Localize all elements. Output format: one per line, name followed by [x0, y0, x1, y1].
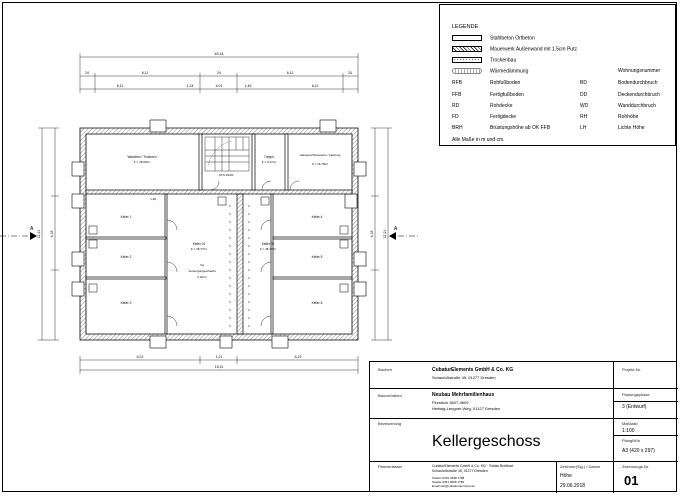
desc-label: Bezeichnung — [378, 421, 402, 426]
dim-top-4: 6,11 — [286, 71, 294, 75]
dim-corridor-width: 1,49 — [150, 197, 156, 201]
dim-bottom-1: 6,22 — [136, 355, 144, 359]
abbr-code: WD — [580, 103, 589, 109]
abbr-text: Brüstungshöhe ab OK FFB — [490, 125, 551, 131]
room-laundry-area: F = 25,65m² — [133, 160, 151, 164]
shaft-area: 0,15m² — [197, 275, 207, 279]
room-corridor-left: Keller 01 — [192, 242, 206, 246]
tb-rule — [613, 418, 678, 419]
legend-title: LEGENDE — [452, 24, 479, 30]
abbr-text: Wanddurchbruch — [618, 103, 656, 109]
scale-value: 1:100 — [622, 428, 635, 434]
abbr-code: RFB — [452, 80, 462, 86]
dim-top-1: 24 — [85, 71, 89, 75]
planner-contact-3: Email info@cubaturelements.de — [432, 484, 475, 488]
planner-label: Planverfasser — [378, 464, 403, 469]
title-block — [369, 361, 677, 492]
dim-overall-top: 15,11 — [214, 51, 224, 56]
units-note: Alle Maße in m und cm. — [452, 137, 505, 143]
masonry-swatch — [452, 46, 482, 52]
height-label: Höhe — [560, 473, 572, 479]
abbr-code: BD — [580, 80, 587, 86]
dim-bottom-2: 1,21 — [215, 355, 223, 359]
abbr-code: BRH — [452, 125, 463, 131]
dim-top2-4: 1,49 — [244, 84, 252, 88]
format-label: Planglöße — [622, 438, 641, 443]
dim-right-inner: 4,18 — [370, 230, 374, 238]
abbr-code: DD — [580, 92, 588, 98]
shaft-text: Versorgungsschacht — [188, 269, 216, 273]
doors — [167, 181, 299, 326]
sheet-value: 01 — [624, 473, 639, 488]
date-value: 29.06.2018 — [560, 483, 586, 489]
section-marker-left: A — [30, 226, 34, 232]
phase-label: Planungsphase — [622, 392, 650, 397]
stair — [205, 137, 249, 171]
owner-address: Schaufußstraße 45, 01277 Dresden — [432, 375, 496, 380]
legend-label: Mauerwerk Außenwand mit 1.5cm Putz — [490, 46, 577, 53]
abbr-code: LH — [580, 125, 587, 131]
apartment-number-label: Wohnungsnummer — [618, 68, 661, 74]
legend-row-insulation — [452, 68, 528, 74]
room-laundry: Waschen / Trocknen — [127, 155, 157, 159]
abbr-text: Rohfußboden — [490, 80, 521, 86]
room-utility: Hausanschlussraum / Heizung — [299, 153, 341, 157]
abbr-text: Lichte Höhe — [618, 125, 645, 131]
abbr-text: Fertigdecke — [490, 114, 517, 120]
legend — [439, 4, 676, 146]
project-label: Bauvorhaben — [378, 393, 402, 398]
unit-label-3: Keller 3 — [120, 301, 132, 305]
unit-label-2: Keller 2 — [120, 255, 132, 259]
dim-top2-5: 6,11 — [311, 84, 319, 88]
tb-rule — [556, 461, 557, 493]
sheet-label: Zeichnungs-Nr. — [622, 464, 650, 469]
owner-label: Bauherr — [378, 367, 393, 372]
dim-top2-3: 4,01 — [215, 84, 223, 88]
room-corridor-right: Keller 02 — [261, 242, 275, 246]
legend-row-masonry — [452, 46, 577, 52]
scale-label: Maßstab — [622, 421, 638, 426]
owner-name: CubaturElements GmbH & Co. KG — [432, 367, 514, 373]
abbr-code: RD — [452, 103, 460, 109]
dim-left-overall: 12,21 — [37, 229, 41, 239]
planner-line2: Schaufußstraße 45, 01277 Dresden — [432, 469, 488, 473]
unit-label-1: Keller 1 — [120, 215, 132, 219]
stair-note: STG 10/20 — [218, 173, 234, 177]
dim-right-overall: 12,21 — [383, 229, 387, 239]
unit-label-6: Keller 6 — [311, 301, 323, 305]
legend-label: Wärmedämmung — [490, 68, 529, 75]
tb-rule — [370, 418, 613, 419]
dim-top-2: 6,11 — [141, 71, 149, 75]
dim-top-5: 24 — [348, 71, 352, 75]
unit-label-4: Keller 4 — [311, 215, 323, 219]
drywall-swatch — [452, 57, 482, 63]
abbr-text: Bodendurchbruch — [618, 80, 658, 86]
tb-rule — [613, 401, 678, 402]
room-corridor-left-area: F = 48,77m² — [190, 247, 208, 251]
abbr-text: Rohdecke — [490, 103, 513, 109]
planner-contact-1: Telefon 0351 3698 1788 — [432, 476, 465, 480]
shaft-label: Ins — [199, 263, 205, 267]
abbr-code: RH — [580, 114, 588, 120]
legend-label: Stahlbeton Ortbeton — [490, 35, 535, 42]
concrete-swatch — [452, 35, 482, 41]
dim-top-3: 24 — [217, 71, 221, 75]
format-value: A3 (420 x 297) — [622, 448, 655, 454]
project-no-label: Projekt-Nr. — [622, 367, 641, 372]
room-stair-area: F = 9,47m² — [261, 160, 277, 164]
project-lot: Flurstück 3607-3609 — [432, 400, 469, 405]
dim-top2-2: 1,24 — [186, 84, 194, 88]
tb-rule — [613, 435, 678, 436]
dim-left-inner: 4,18 — [50, 230, 54, 238]
abbr-text: Fertigfußboden — [490, 92, 524, 98]
tb-rule — [613, 362, 614, 493]
tb-rule — [370, 461, 678, 462]
planner-contact-2: Telefax 0351 3698 1789 — [432, 480, 465, 484]
abbr-text: Deckendurchbruch — [618, 92, 660, 98]
dim-top2-1: 6,11 — [116, 84, 124, 88]
unit-label-5: Keller 5 — [311, 255, 323, 259]
legend-label: Trockenbau — [490, 57, 517, 64]
drawn-label: Zeichner(Sig.) / Datum — [560, 464, 601, 469]
planner-line1: CubaturElements GmbH & Co. KG · Tobias Breitbart — [432, 464, 514, 468]
room-utility-area: F = 15,78m² — [311, 162, 329, 166]
legend-row-concrete — [452, 35, 535, 41]
insulation-swatch — [452, 68, 482, 74]
room-corridor-right-area: F = 48,77m² — [259, 247, 277, 251]
project-name: Neubau Mehrfamilienhaus — [432, 392, 495, 398]
project-address: Hedwig-Lengner-Weg, 01127 Dresden — [432, 406, 501, 411]
section-marker-right: A — [394, 226, 398, 232]
abbr-code: FFB — [452, 92, 462, 98]
tb-rule — [370, 388, 678, 389]
abbr-code: FD — [452, 114, 459, 120]
room-stair: Treppe — [264, 155, 274, 159]
phase-value: 3 (Entwurf) — [622, 404, 647, 410]
legend-row-drywall — [452, 57, 516, 63]
dim-bottom-overall: 15,11 — [214, 365, 224, 369]
abbr-text: Rohhöhe — [618, 114, 639, 120]
dim-bottom-3: 6,22 — [294, 355, 302, 359]
drawing-title: Kellergeschoss — [432, 433, 541, 450]
